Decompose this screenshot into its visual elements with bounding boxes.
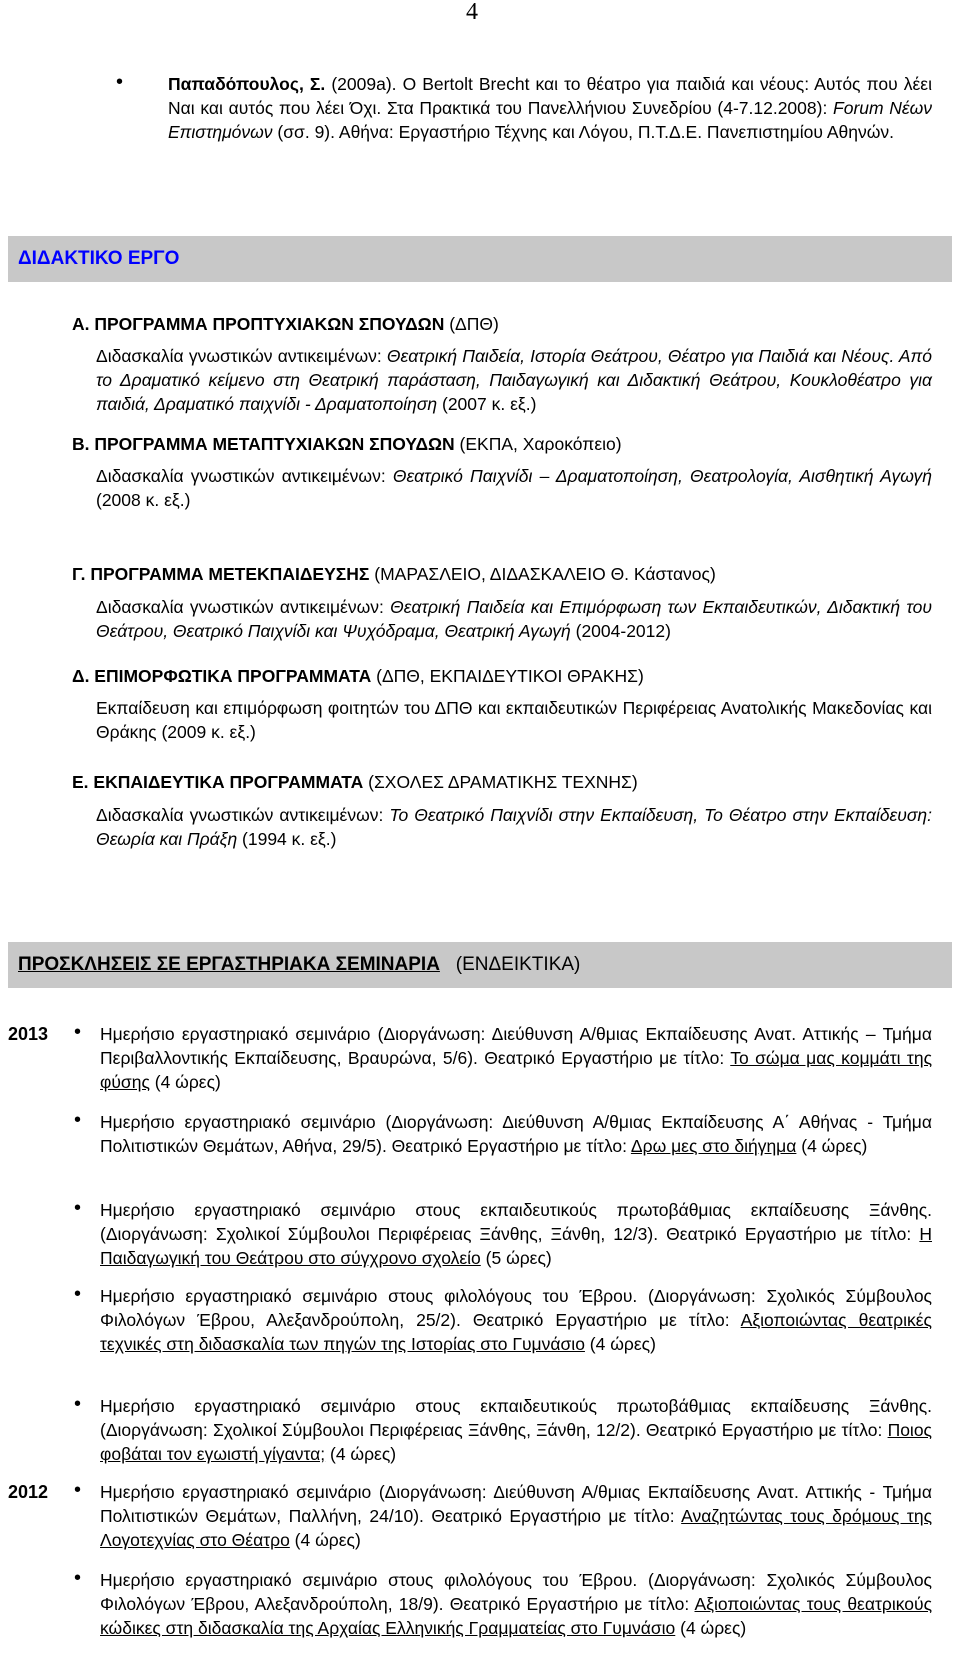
section-c-period: (2004-2012): [570, 621, 671, 641]
section-e-period: (1994 κ. εξ.): [237, 829, 337, 849]
workshop-3-title: Η Παιδαγωγική του Θεάτρου στο σύγχρονο σχολείο: [100, 1224, 932, 1268]
section-e-title: Ε. ΕΚΠΑΙΔΕΥΤΙΚΑ ΠΡΟΓΡΑΜΜΑΤΑ: [72, 772, 364, 792]
bullet-icon: •: [74, 1567, 82, 1589]
invitations-note: (ΕΝΔΕΙΚΤΙΚΑ): [455, 954, 581, 975]
bullet-icon: •: [116, 71, 124, 93]
section-c-subjects: Θεατρική Παιδεία και Επιμόρφωση των Εκπαιδευτικών, Διδακτική του Θεάτρου, Θεατρικό Παιχνίδι και Ψυχόδραμα, Θεατρική Αγωγή: [96, 597, 933, 641]
workshop-4-duration: (4 ώρες): [584, 1334, 656, 1354]
workshop-6-text: Ημερήσιο εργαστηριακό σεμινάριο (Διοργάνωση: Διεύθυνση Α/θμιας Εκπαίδευσης Ανατ. Αττικής - Τμήμα Πολιτιστικών Θεμάτων, Παλλήνη, 24/10). Θεατρικό Εργαστήριο με τίτλο:: [100, 1482, 932, 1526]
section-e-heading: [72, 770, 932, 794]
invitations-banner: [8, 942, 952, 988]
workshop-item-1: [100, 1022, 932, 1094]
section-a-period: (2007 κ. εξ.): [437, 394, 537, 414]
section-d-org: (ΔΠΘ, ΕΚΠΑΙΔΕΥΤΙΚΟΙ ΘΡΑΚΗΣ): [371, 666, 644, 686]
publication-text-2: (σσ. 9). Αθήνα: Εργαστήριο Τέχνης και Λόγου, Π.Τ.Δ.Ε. Πανεπιστημίου Αθηνών.: [272, 122, 894, 142]
section-c-heading: [72, 562, 932, 586]
workshop-7-text: Ημερήσιο εργαστηριακό σεμινάριο στους φιλολόγους του Έβρου. (Διοργάνωση: Σχολικός Σύμβουλος Φιλολόγων Έβρου, Αλεξανδρούπολη, 18/9). Θεατρικό Εργαστήριο με τίτλο:: [100, 1570, 932, 1614]
section-a-title: Α. ΠΡΟΓΡΑΜΜΑ ΠΡΟΠΤΥΧΙΑΚΩΝ ΣΠΟΥΔΩΝ: [72, 314, 445, 334]
workshop-item-3: [100, 1198, 932, 1270]
workshop-7-title: Αξιοποιώντας τους θεατρικούς κώδικες στη διδασκαλία της Αρχαίας Ελληνικής Γραμματείας στο Γυμνάσιο: [100, 1594, 933, 1638]
section-b-title: Β. ΠΡΟΓΡΑΜΜΑ ΜΕΤΑΠΤΥΧΙΑΚΩΝ ΣΠΟΥΔΩΝ: [72, 434, 455, 454]
workshop-6-title: Αναζητώντας τους δρόμους της Λογοτεχνίας στο Θέατρο: [100, 1506, 933, 1550]
workshop-1-title: Το σώμα μας κομμάτι της φύσης: [100, 1048, 932, 1092]
workshop-3-text: Ημερήσιο εργαστηριακό σεμινάριο στους εκπαιδευτικούς πρωτοβάθμιας εκπαίδευσης Ξάνθης. (Διοργάνωση: Σχολικοί Σύμβουλοι Περιφέρειας Ξάνθης, Ξάνθη, 12/3). Θεατρικό Εργαστήριο με τίτλο:: [100, 1200, 932, 1244]
bullet-icon: •: [74, 1283, 82, 1305]
section-a-org: (ΔΠΘ): [444, 314, 499, 334]
year-2012: 2012: [8, 1482, 49, 1502]
workshop-2-duration: (4 ώρες): [796, 1136, 868, 1156]
section-c-title: Γ. ΠΡΟΓΡΑΜΜΑ ΜΕΤΕΚΠΑΙΔΕΥΣΗΣ: [72, 564, 370, 584]
section-d-text: Εκπαίδευση και επιμόρφωση φοιτητών του ΔΠΘ και εκπαιδευτικών Περιφέρειας Ανατολικής Μακεδονίας και Θράκης (2009 κ. εξ.): [96, 698, 932, 742]
workshop-5-text: Ημερήσιο εργαστηριακό σεμινάριο στους εκπαιδευτικούς πρωτοβάθμιας εκπαίδευσης Ξάνθης. (Διοργάνωση: Σχολικοί Σύμβουλοι Περιφέρειας Ξάνθης, Ξάνθη, 12/2). Θεατρικό Εργαστήριο με τίτλο:: [100, 1396, 932, 1440]
section-c-org: (ΜΑΡΑΣΛΕΙΟ, ΔΙΔΑΣΚΑΛΕΙΟ Θ. Κάστανος): [369, 564, 716, 584]
page-number: 4: [466, 0, 478, 25]
section-a-heading: [72, 312, 932, 336]
section-b-org: (ΕΚΠΑ, Χαροκόπειο): [454, 434, 622, 454]
section-e-subjects: Το Θεατρικό Παιχνίδι στην Εκπαίδευση, Το Θέατρο στην Εκπαίδευση: Θεωρία και Πράξη: [96, 805, 932, 849]
year-2013: 2013: [8, 1024, 49, 1044]
teaching-banner: [8, 236, 952, 282]
section-b-lead: Διδασκαλία γνωστικών αντικειμένων:: [96, 466, 393, 486]
section-b-subjects: Θεατρικό Παιχνίδι – Δραματοποίηση, Θεατρολογία, Αισθητική Αγωγή: [392, 466, 932, 486]
workshop-1-duration: (4 ώρες): [149, 1072, 221, 1092]
workshop-2-title: Δρω μες στο διήγημα: [630, 1136, 797, 1156]
bullet-icon: •: [74, 1479, 82, 1501]
workshop-item-6: [100, 1480, 932, 1552]
section-c-lead: Διδασκαλία γνωστικών αντικειμένων:: [96, 597, 391, 617]
teaching-heading: ΔΙΔΑΚΤΙΚΟ ΕΡΓΟ: [18, 248, 180, 269]
section-e-org: (ΣΧΟΛΕΣ ΔΡΑΜΑΤΙΚΗΣ ΤΕΧΝΗΣ): [363, 772, 638, 792]
section-a-subjects: Θεατρική Παιδεία, Ιστορία Θεάτρου, Θέατρο για Παιδιά και Νέους. Από το Δραματικό κείμενο στη Θεατρική παράσταση, Παιδαγωγική και Διδακτική Θεάτρου, Κουκλοθέατρο για παιδιά, Δραματικό παιχνίδι - Δραματοποίηση: [96, 346, 932, 414]
section-c-body: [96, 595, 932, 643]
workshop-6-duration: (4 ώρες): [289, 1530, 361, 1550]
workshop-3-duration: (5 ώρες): [480, 1248, 552, 1268]
workshop-2-text: Ημερήσιο εργαστηριακό σεμινάριο (Διοργάνωση: Διεύθυνση Α/θμιας Εκπαίδευσης Α΄ Αθήνας - Τμήμα Πολιτιστικών Θεμάτων, Αθήνα, 29/5). Θεατρικό Εργαστήριο με τίτλο:: [100, 1112, 932, 1156]
workshop-5-title: Ποιος φοβάται τον εγωιστή γίγαντα;: [100, 1420, 932, 1464]
section-e-lead: Διδασκαλία γνωστικών αντικειμένων:: [96, 805, 390, 825]
publication-entry: [168, 72, 932, 144]
publication-authors: Παπαδόπουλος, Σ.: [168, 74, 326, 94]
section-a-body: [96, 344, 932, 416]
publication-forum: Forum Νέων Επιστημόνων: [168, 98, 932, 142]
workshop-5-duration: (4 ώρες): [325, 1444, 397, 1464]
workshop-item-5: [100, 1394, 932, 1466]
bullet-icon: •: [74, 1109, 82, 1131]
bullet-icon: •: [74, 1393, 82, 1415]
section-b-heading: [72, 432, 932, 456]
publication-text-1: (2009a). Ο Bertolt Brecht και το θέατρο για παιδιά και νέους: Αυτός που λέει Ναι και αυτός που λέει Όχι. Στα Πρακτικά του Πανελλήνιου Συνεδρίου (4-7.12.2008):: [168, 74, 932, 118]
invitations-heading-wrap: [18, 953, 580, 977]
workshop-item-4: [100, 1284, 932, 1356]
section-d-heading: [72, 664, 932, 688]
section-e-body: [96, 803, 932, 851]
workshop-item-2: [100, 1110, 932, 1158]
invitations-heading: ΠΡΟΣΚΛΗΣΕΙΣ ΣΕ ΕΡΓΑΣΤΗΡΙΑΚΑ ΣΕΜΙΝΑΡΙΑ: [18, 954, 440, 975]
section-a-lead: Διδασκαλία γνωστικών αντικειμένων:: [96, 346, 387, 366]
workshop-7-duration: (4 ώρες): [675, 1618, 747, 1638]
section-d-title: Δ. ΕΠΙΜΟΡΦΩΤΙΚΑ ΠΡΟΓΡΑΜΜΑΤΑ: [72, 666, 372, 686]
bullet-icon: •: [74, 1021, 82, 1043]
bullet-icon: •: [74, 1197, 82, 1219]
workshop-1-text: Ημερήσιο εργαστηριακό σεμινάριο (Διοργάνωση: Διεύθυνση Α/θμιας Εκπαίδευσης Ανατ. Αττικής – Τμήμα Περιβαλλοντικής Εκπαίδευσης, Βραυρώνα, 5/6). Θεατρικό Εργαστήριο με τίτλο:: [100, 1024, 932, 1068]
workshop-4-text: Ημερήσιο εργαστηριακό σεμινάριο στους φιλολόγους του Έβρου. (Διοργάνωση: Σχολικός Σύμβουλος Φιλολόγων Έβρου, Αλεξανδρούπολη, 25/2). Θεατρικό Εργαστήριο με τίτλο:: [100, 1286, 932, 1330]
section-d-body: [96, 696, 932, 744]
workshop-item-7: [100, 1568, 932, 1640]
workshop-4-title: Αξιοποιώντας θεατρικές τεχνικές στη διδασκαλία των πηγών της Ιστορίας στο Γυμνάσιο: [100, 1310, 932, 1354]
section-b-body: [96, 464, 932, 512]
section-b-period: (2008 κ. εξ.): [96, 490, 191, 510]
